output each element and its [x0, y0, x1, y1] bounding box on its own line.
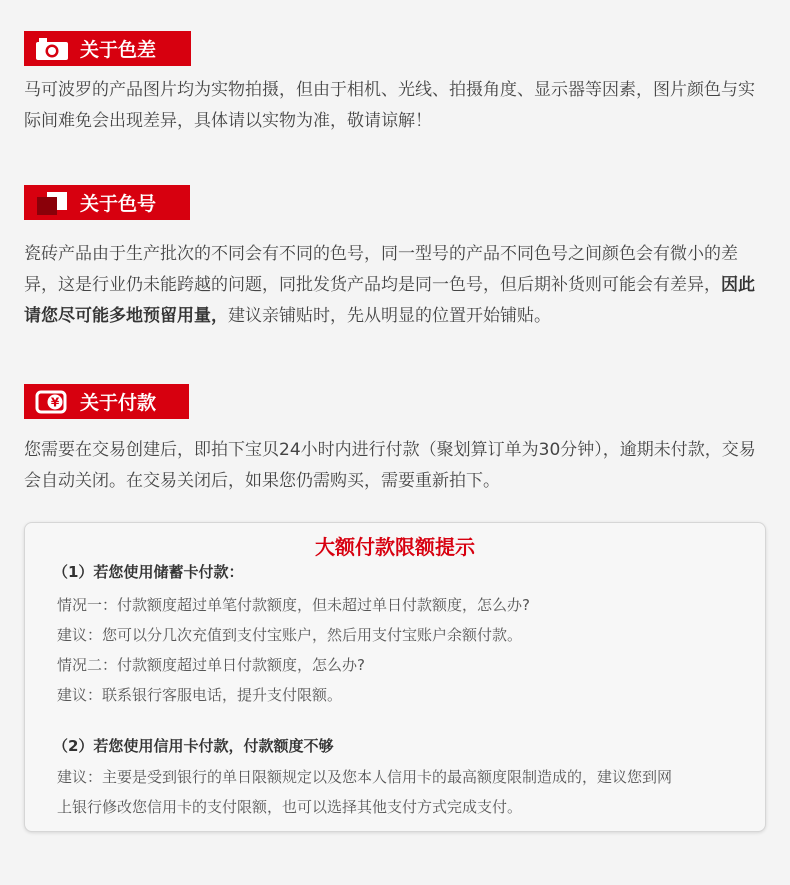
section-heading-payment: [24, 384, 189, 419]
color-number-text-bold: 因此请您尽可能多地预留用量，: [24, 275, 755, 326]
color-number-text-end: 建议亲铺贴时，先从明显的位置开始铺贴。: [228, 306, 551, 326]
section-heading-color-number: [24, 185, 190, 220]
debit-line: 建议：您可以分几次充值到支付宝账户，然后用支付宝账户余额付款。: [57, 626, 523, 644]
section-heading-label: 关于色差: [80, 39, 157, 61]
large-payment-notice: [24, 522, 766, 832]
camera-icon: [34, 36, 70, 62]
debit-line: 建议：联系银行客服电话，提升支付限额。: [57, 686, 343, 704]
section-heading-label: 关于付款: [80, 392, 157, 414]
section-heading-label: 关于色号: [80, 193, 157, 215]
notice-title: 大额付款限额提示: [315, 535, 475, 559]
color-difference-text: 马可波罗的产品图片均为实物拍摄，但由于相机、光线、拍摄角度、显示器等因素，图片颜色与实际间难免会出现差异，具体请以实物为准，敬请谅解！: [24, 80, 755, 131]
payment-text: 您需要在交易创建后，即拍下宝贝24小时内进行付款（聚划算订单为30分钟），逾期未付款，交易会自动关闭。在交易关闭后，如果您仍需购买，需要重新拍下。: [24, 440, 756, 491]
credit-card-heading: （2）若您使用信用卡付款，付款额度不够: [53, 737, 334, 755]
yen-glyph: ¥: [50, 395, 60, 409]
section-heading-color-difference: [24, 31, 191, 66]
debit-line: 情况二：付款额度超过单日付款额度，怎么办?: [57, 656, 365, 674]
wallet-yen-icon: [34, 389, 70, 415]
color-number-text: [24, 239, 770, 332]
credit-line: 上银行修改您信用卡的支付限额，也可以选择其他支付方式完成支付。: [57, 798, 523, 816]
debit-line: 情况一：付款额度超过单笔付款额度，但未超过单日付款额度，怎么办?: [57, 596, 530, 614]
debit-card-heading: （1）若您使用储蓄卡付款：: [53, 563, 244, 581]
credit-line: 建议：主要是受到银行的单日限额规定以及您本人信用卡的最高额度限制造成的，建议您到网: [57, 768, 673, 786]
color-number-text-start: 瓷砖产品由于生产批次的不同会有不同的色号，同一型号的产品不同色号之间颜色会有微小的差异，这是行业仍未能跨越的问题，同批发货产品均是同一色号，但后期补货则可能会有差异，: [24, 244, 738, 295]
color-swatch-icon: [34, 190, 70, 216]
